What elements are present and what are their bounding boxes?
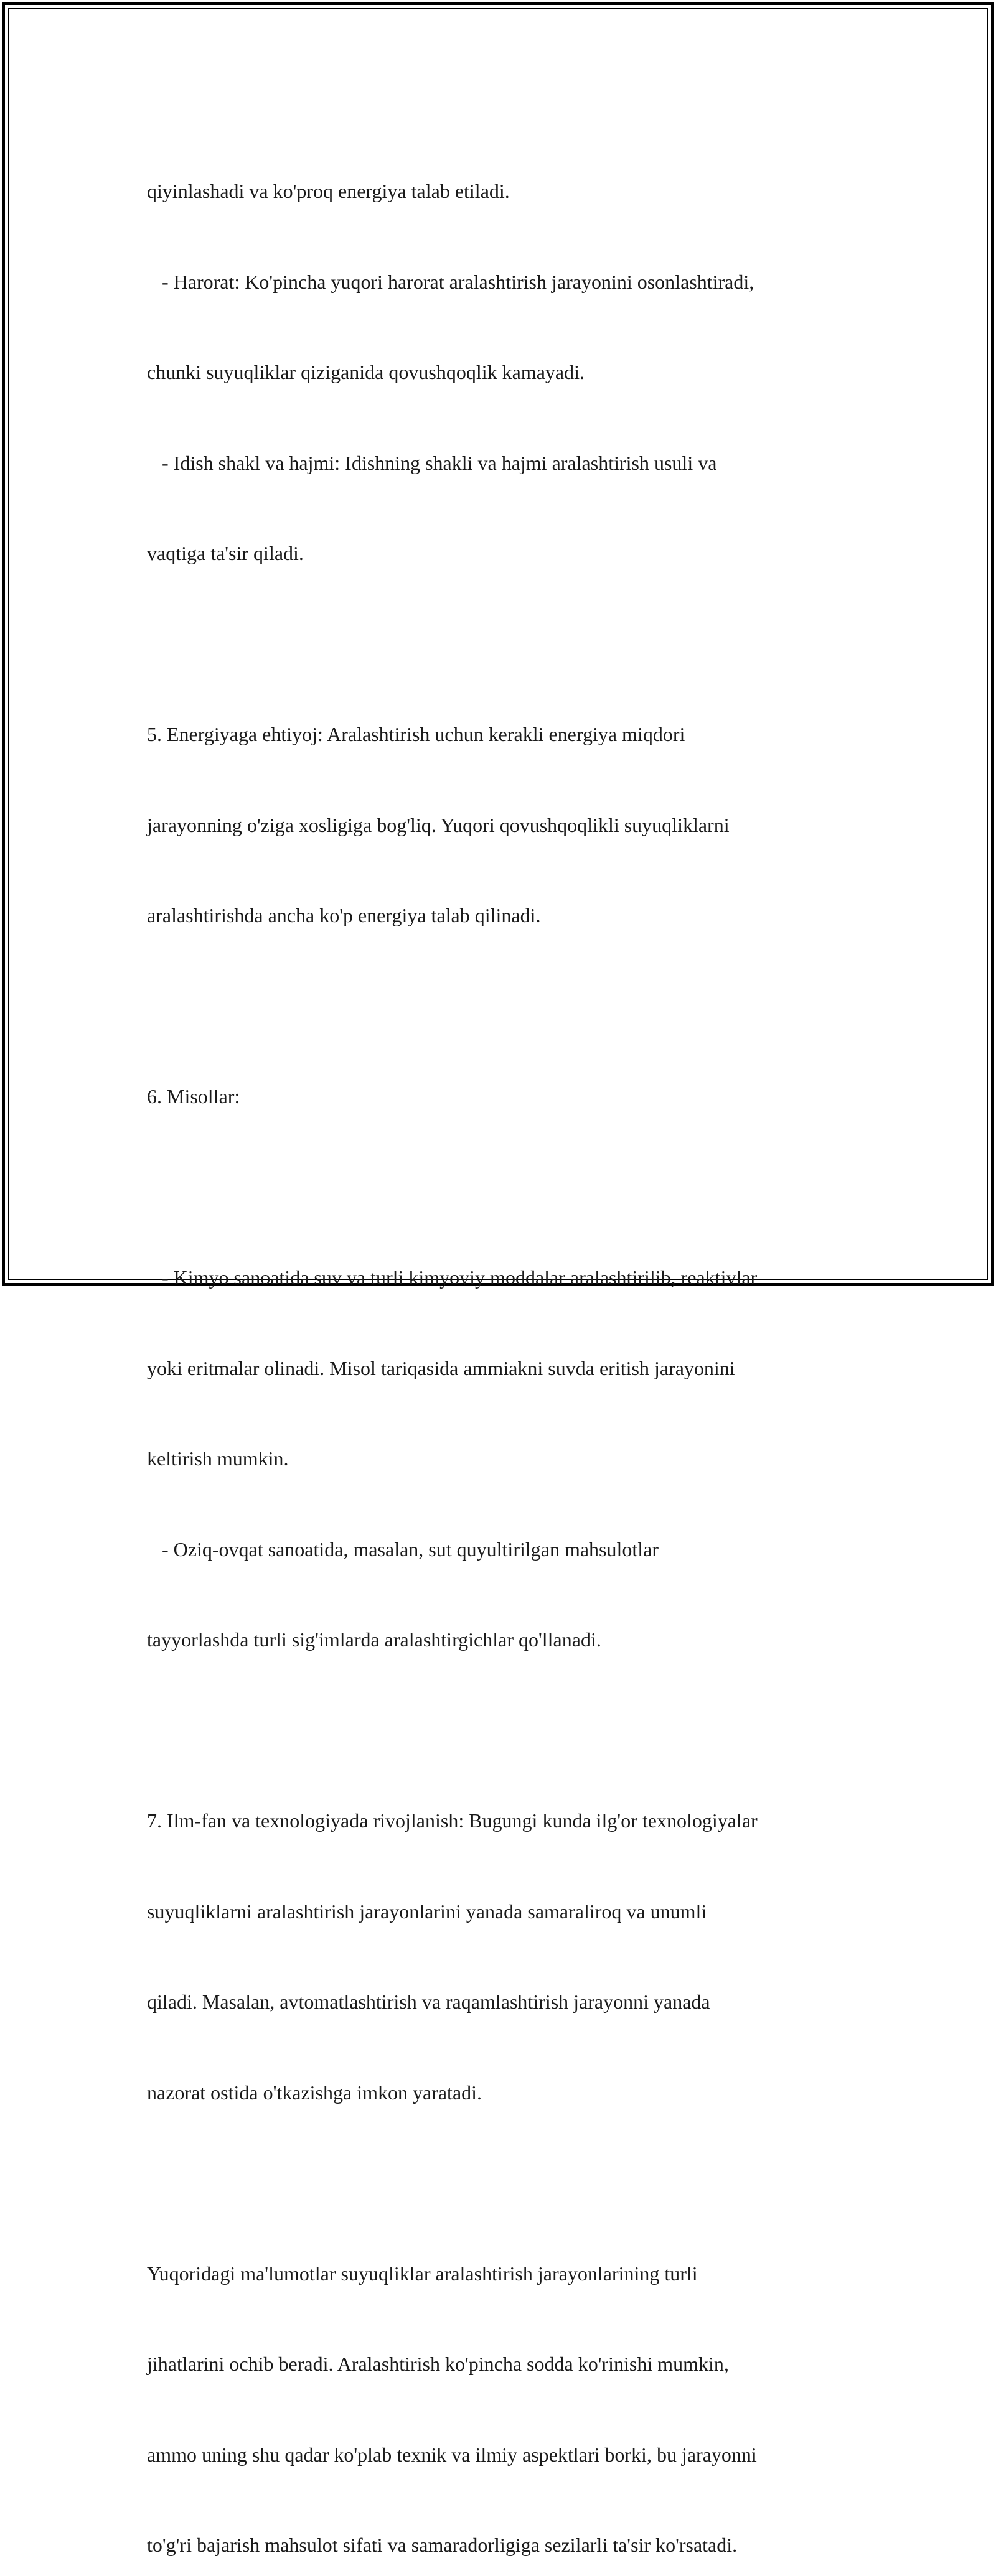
- text-line: vaqtiga ta'sir qiladi.: [147, 542, 304, 564]
- text-line: qiyinlashadi va ko'proq energiya talab etiladi.: [147, 180, 510, 202]
- text-line: chunki suyuqliklar qiziganida qovushqoqlik kamayadi.: [147, 361, 585, 383]
- text-line: Yuqoridagi ma'lumotlar suyuqliklar aralashtirish jarayonlarining turli: [147, 2262, 698, 2285]
- text-line: jarayonning o'ziga xosligiga bog'liq. Yuqori qovushqoqlikli suyuqliklarni: [147, 813, 730, 836]
- text-line: nazorat ostida o'tkazishga imkon yaratadi.: [147, 2081, 482, 2104]
- text-line: - Kimyo sanoatida suv va turli kimyoviy moddalar aralashtirilib, reaktivlar: [147, 1266, 758, 1289]
- blank-line: [147, 1715, 863, 1746]
- text-line: - Harorat: Ko'pincha yuqori harorat aralashtirish jarayonini osonlashtiradi,: [147, 270, 754, 293]
- text-line: aralashtirishda ancha ko'p energiya talab qilinadi.: [147, 904, 541, 926]
- text-line: tayyorlashda turli sig'imlarda aralashtirgichlar qo'llanadi.: [147, 1628, 601, 1651]
- text-line: yoki eritmalar olinadi. Misol tariqasida ammiakni suvda eritish jarayonini: [147, 1356, 735, 1379]
- blank-line: [147, 629, 863, 660]
- blank-line: [147, 2168, 863, 2198]
- text-line: suyuqliklarni aralashtirish jarayonlarini yanada samaraliroq va unumli: [147, 1900, 707, 1923]
- text-line: - Idish shakl va hajmi: Idishning shakli va hajmi aralashtirish usuli va: [147, 451, 717, 474]
- text-line: 7. Ilm-fan va texnologiyada rivojlanish: Bugungi kunda ilg'or texnologiyalar: [147, 1809, 758, 1832]
- text-line: - Oziq-ovqat sanoatida, masalan, sut quyultirilgan mahsulotlar: [147, 1538, 659, 1561]
- document-body: [147, 116, 863, 2576]
- text-line: keltirish mumkin.: [147, 1447, 289, 1470]
- text-line: ammo uning shu qadar ko'plab texnik va ilmiy aspektlari borki, bu jarayonni: [147, 2443, 757, 2466]
- text-line: jihatlarini ochib beradi. Aralashtirish ko'pincha sodda ko'rinishi mumkin,: [147, 2353, 729, 2375]
- text-line: to'g'ri bajarish mahsulot sifati va samaradorligiga sezilarli ta'sir ko'rsatadi.: [147, 2534, 738, 2556]
- text-line: 5. Energiyaga ehtiyoj: Aralashtirish uchun kerakli energiya miqdori: [147, 723, 685, 745]
- blank-line: [147, 1172, 863, 1203]
- blank-line: [147, 991, 863, 1022]
- text-line: 6. Misollar:: [147, 1085, 240, 1108]
- text-line: qiladi. Masalan, avtomatlashtirish va raqamlashtirish jarayonni yanada: [147, 1990, 710, 2013]
